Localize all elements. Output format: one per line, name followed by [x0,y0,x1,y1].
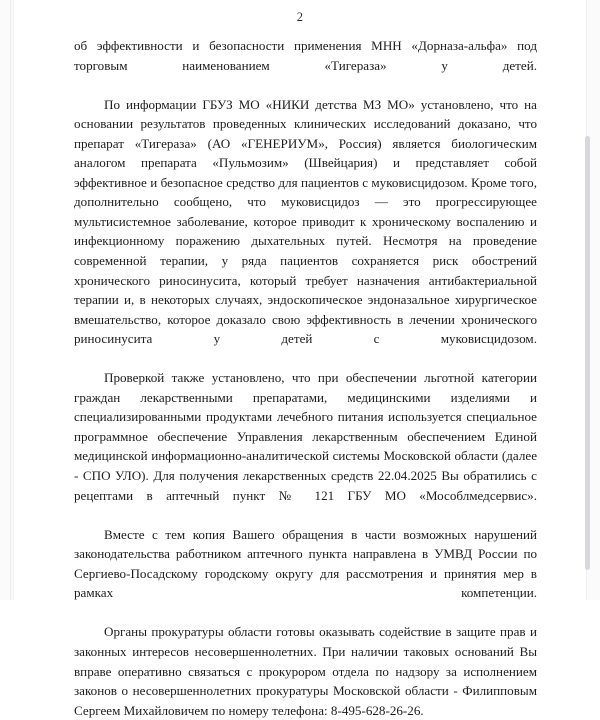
paragraph-1: об эффективности и безопасности применения МНН «Дорназа-альфа» под торговым наименованием «Тигераза» у детей. [74,38,537,73]
vertical-scrollbar-thumb[interactable] [585,136,590,570]
paragraph-5: Органы прокуратуры области готовы оказывать содействие в защите прав и законных интересов несовершеннолетних. При наличии таковых оснований Вы вправе оперативно связаться с прокурором отдела по надзору за исполнением законов о несовершеннолетних прокуратуры Московской области - Филипповым Сергеем Михайловичем по номеру телефона: 8-495-628-26-26. [74,624,537,718]
page-left-edge [10,0,12,600]
paragraph-3: Проверкой также установлено, что при обеспечении льготной категории граждан лекарственными препаратами, медицинскими изделиями и специализированными продуктами лечебного питания используется специальное программное обеспечение Управления лекарственным обеспечением Единой медицинской информационно-аналитической системы Московской области (далее - СПО УЛО). Для получения лекарственных средств 22.04.2025 Вы обратились с рецептами в аптечный пункт № 121 ГБУ МО «Мособлмедсервис». [74,370,537,503]
paragraph-4: Вместе с тем копия Вашего обращения в части возможных нарушений законодательства работником аптечного пункта направлена в УМВД России по Сергиево-Посадскому городскому округу для рассмотрения и принятия мер в рамках компетенции. [74,526,537,601]
page-number: 2 [296,10,304,24]
vertical-scrollbar-track[interactable] [588,0,596,600]
document-page [14,0,586,718]
document-text-body [74,36,537,720]
paragraph-2: По информации ГБУЗ МО «НИКИ детства МЗ МО» установлено, что на основании результатов проведенных клинических исследований доказано, что препарат «Тигераза» (АО «ГЕНЕРИУМ», Россия) является биологическим аналогом препарата «Пульмозим» (Швейцария) и представляет собой эффективное и безопасное средство для пациентов с муковисцидозом. Кроме того, дополнительно сообщено, что муковисцидоз — это прогрессирующее мультисистемное заболевание, которое приводит к хроническому воспалению и инфекционному поражению дыхательных путей. Несмотря на проведение современной терапии, у ряда пациентов сохраняется риск обострений хронического риносинусита, который требует назначения антибактериальной терапии и, в некоторых случаях, эндоскопическое эндоназальное хирургическое вмешательство, которое доказало свою эффективность в лечении хронического риносинусита у детей с муковисцидозом. [74,96,537,347]
